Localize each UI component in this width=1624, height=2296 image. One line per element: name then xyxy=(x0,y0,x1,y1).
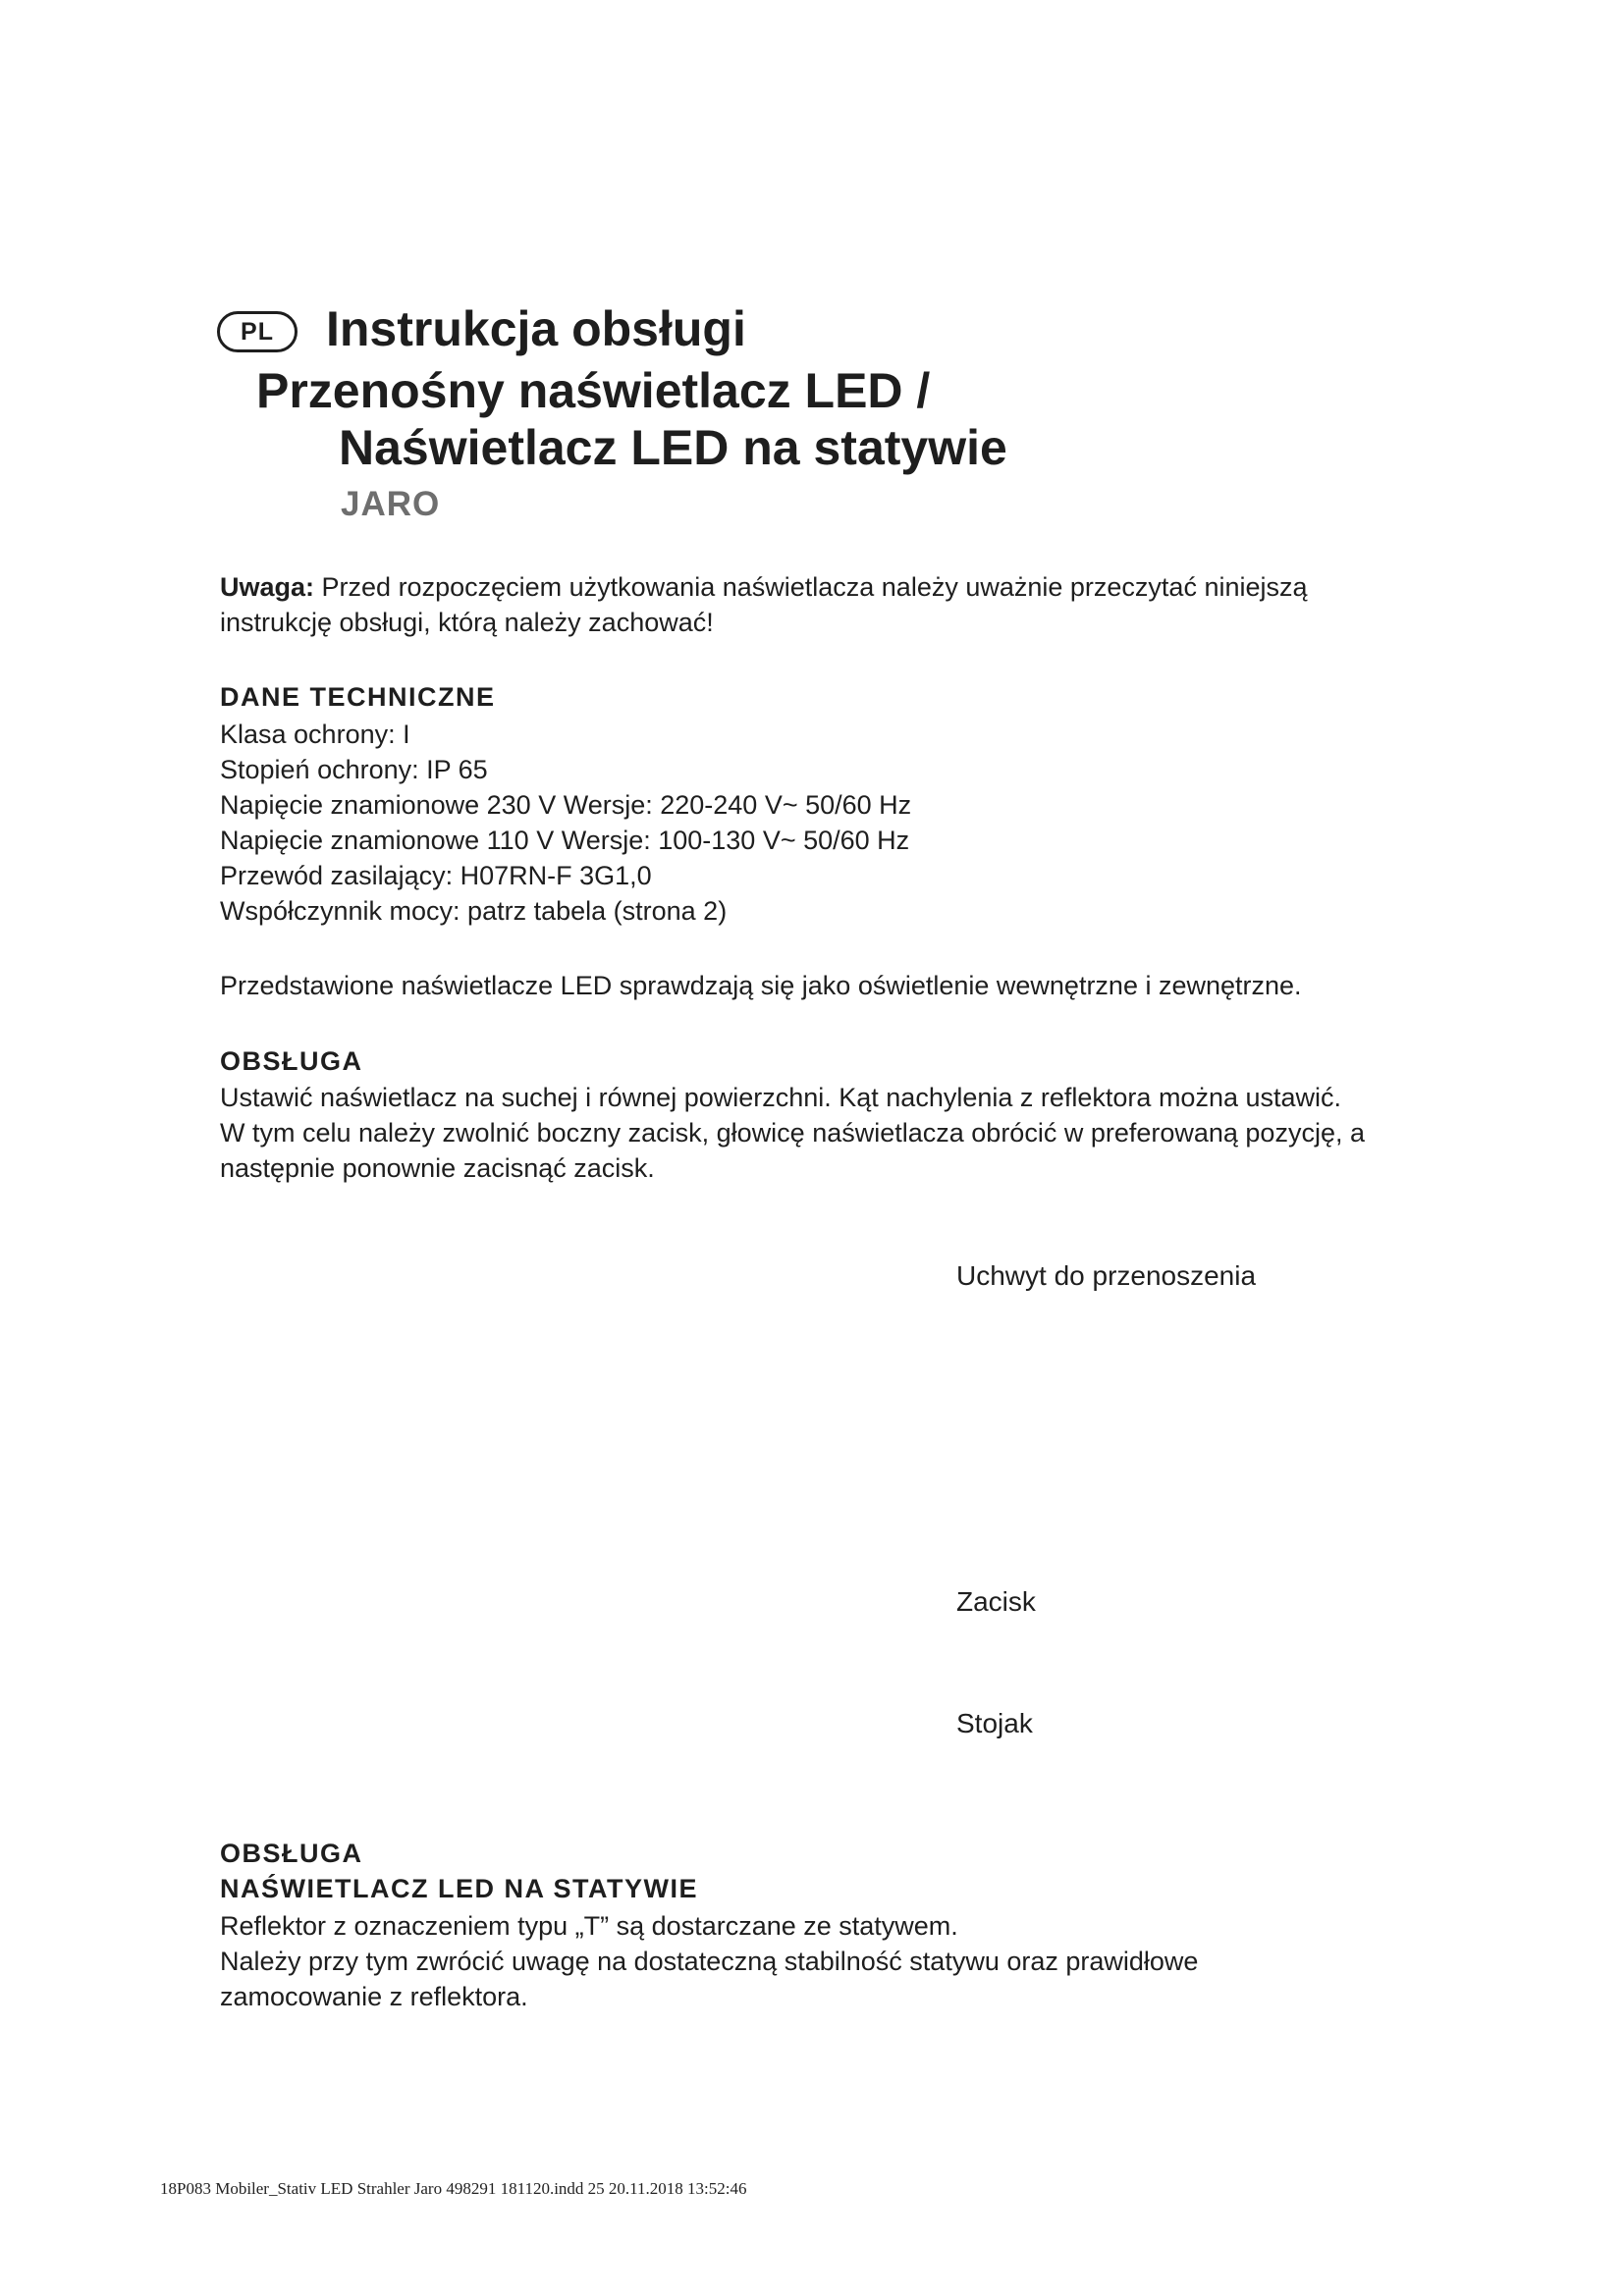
operation-line: następnie ponownie zacisnąć zacisk. xyxy=(220,1153,655,1183)
tripod-operation-subheading: NAŚWIETLACZ LED NA STATYWIE xyxy=(220,1874,698,1903)
operation-paragraph xyxy=(220,1080,1365,1186)
warning-paragraph xyxy=(220,569,1308,640)
operation-line: Ustawić naświetlacz na suchej i równej powierzchni. Kąt nachylenia z reflektora można ustawić. xyxy=(220,1083,1342,1112)
title-line-2: Przenośny naświetlacz LED / xyxy=(256,363,931,418)
technical-data-heading: DANE TECHNICZNE xyxy=(220,682,496,712)
title-line-1: Instrukcja obsługi xyxy=(326,301,746,356)
warning-label: Uwaga: xyxy=(220,572,315,602)
technical-row: Współczynnik mocy: patrz tabela (strona 2) xyxy=(220,896,728,926)
warning-text-line-2: instrukcję obsługi, którą należy zachować! xyxy=(220,608,714,637)
technical-row: Napięcie znamionowe 230 V Wersje: 220-240 V~ 50/60 Hz xyxy=(220,790,912,820)
tripod-operation-line: zamocowanie z reflektora. xyxy=(220,1982,528,2011)
technical-data-list xyxy=(220,717,911,929)
language-badge xyxy=(217,311,298,352)
intro-paragraph: Przedstawione naświetlacze LED sprawdzają się jako oświetlenie wewnętrzne i zewnętrzne. xyxy=(220,971,1302,1000)
technical-row: Stopień ochrony: IP 65 xyxy=(220,755,488,784)
product-name: JARO xyxy=(341,485,441,523)
language-badge-label: PL xyxy=(241,317,274,346)
tripod-operation-paragraph xyxy=(220,1908,1198,2014)
title-line-3: Naświetlacz LED na statywie xyxy=(339,420,1007,475)
warning-text-line-1: Przed rozpoczęciem użytkowania naświetlacza należy uważnie przeczytać niniejszą xyxy=(314,572,1308,602)
figure-label-stand: Stojak xyxy=(956,1708,1033,1738)
operation-line: W tym celu należy zwolnić boczny zacisk, głowicę naświetlacza obrócić w preferowaną pozycję, a xyxy=(220,1118,1365,1148)
tripod-operation-heading: OBSŁUGA xyxy=(220,1839,363,1868)
figure-label-handle: Uchwyt do przenoszenia xyxy=(956,1260,1257,1291)
technical-row: Napięcie znamionowe 110 V Wersje: 100-130 V~ 50/60 Hz xyxy=(220,826,910,855)
tripod-operation-line: Reflektor z oznaczeniem typu „T” są dostarczane ze statywem. xyxy=(220,1911,958,1941)
figure-label-clamp: Zacisk xyxy=(956,1586,1036,1617)
technical-row: Klasa ochrony: I xyxy=(220,720,410,749)
tripod-operation-line: Należy przy tym zwrócić uwagę na dostateczną stabilność statywu oraz prawidłowe xyxy=(220,1947,1199,1976)
operation-heading: OBSŁUGA xyxy=(220,1046,363,1076)
print-slug-footer: 18P083 Mobiler_Stativ LED Strahler Jaro 498291 181120.indd 25 20.11.2018 13:52:46 xyxy=(160,2179,747,2198)
technical-row: Przewód zasilający: H07RN-F 3G1,0 xyxy=(220,861,652,890)
